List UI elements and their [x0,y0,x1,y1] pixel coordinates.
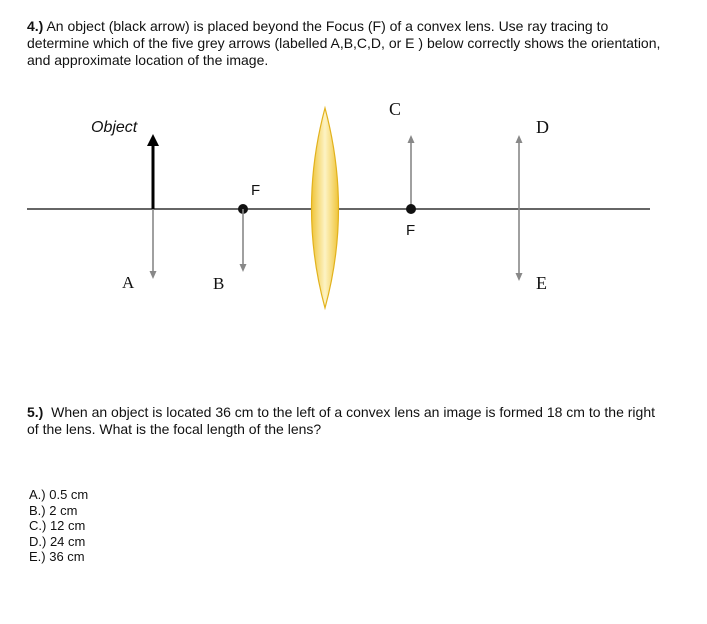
answer-option[interactable]: C.) 12 cm [29,518,86,533]
question-5-text: When an object is located 36 cm to the left of a convex lens an image is formed 18 cm to the right of the lens. What is the focal length of the lens? [27,404,655,437]
convex-lens [312,108,339,308]
object-label: Object [91,119,138,136]
arrow-e-label: E [536,273,547,293]
arrow-e [516,209,523,281]
object-arrow [147,134,159,209]
arrow-d [516,135,523,209]
answer-option[interactable]: E.) 36 cm [29,549,85,564]
question-4-text: An object (black arrow) is placed beyond the Focus (F) of a convex lens. Use ray tracing to determine which of the five grey arrows (labelled A,B,C,D, or E ) below correctly shows the orientation, and approximate location of the image. [27,18,661,68]
arrow-c [408,135,415,209]
arrow-d-label: D [536,117,549,137]
question-4 [27,18,667,69]
lens-diagram [0,95,707,315]
arrow-a-label: A [122,273,135,292]
focus-left-label: F [251,182,261,199]
focus-point-right [406,204,416,214]
question-4-number: 4.) [27,18,44,34]
question-5-number: 5.) [27,404,44,420]
answer-option[interactable]: D.) 24 cm [29,533,86,549]
answer-options [29,487,88,565]
focus-right-label: F [406,222,416,239]
arrow-b [240,209,247,272]
arrow-b-label: B [213,274,225,293]
arrow-a [150,209,157,279]
question-5 [27,404,667,438]
answer-option[interactable]: B.) 2 cm [29,502,78,518]
answer-option[interactable]: A.) 0.5 cm [29,487,89,502]
arrow-c-label: C [389,99,402,119]
